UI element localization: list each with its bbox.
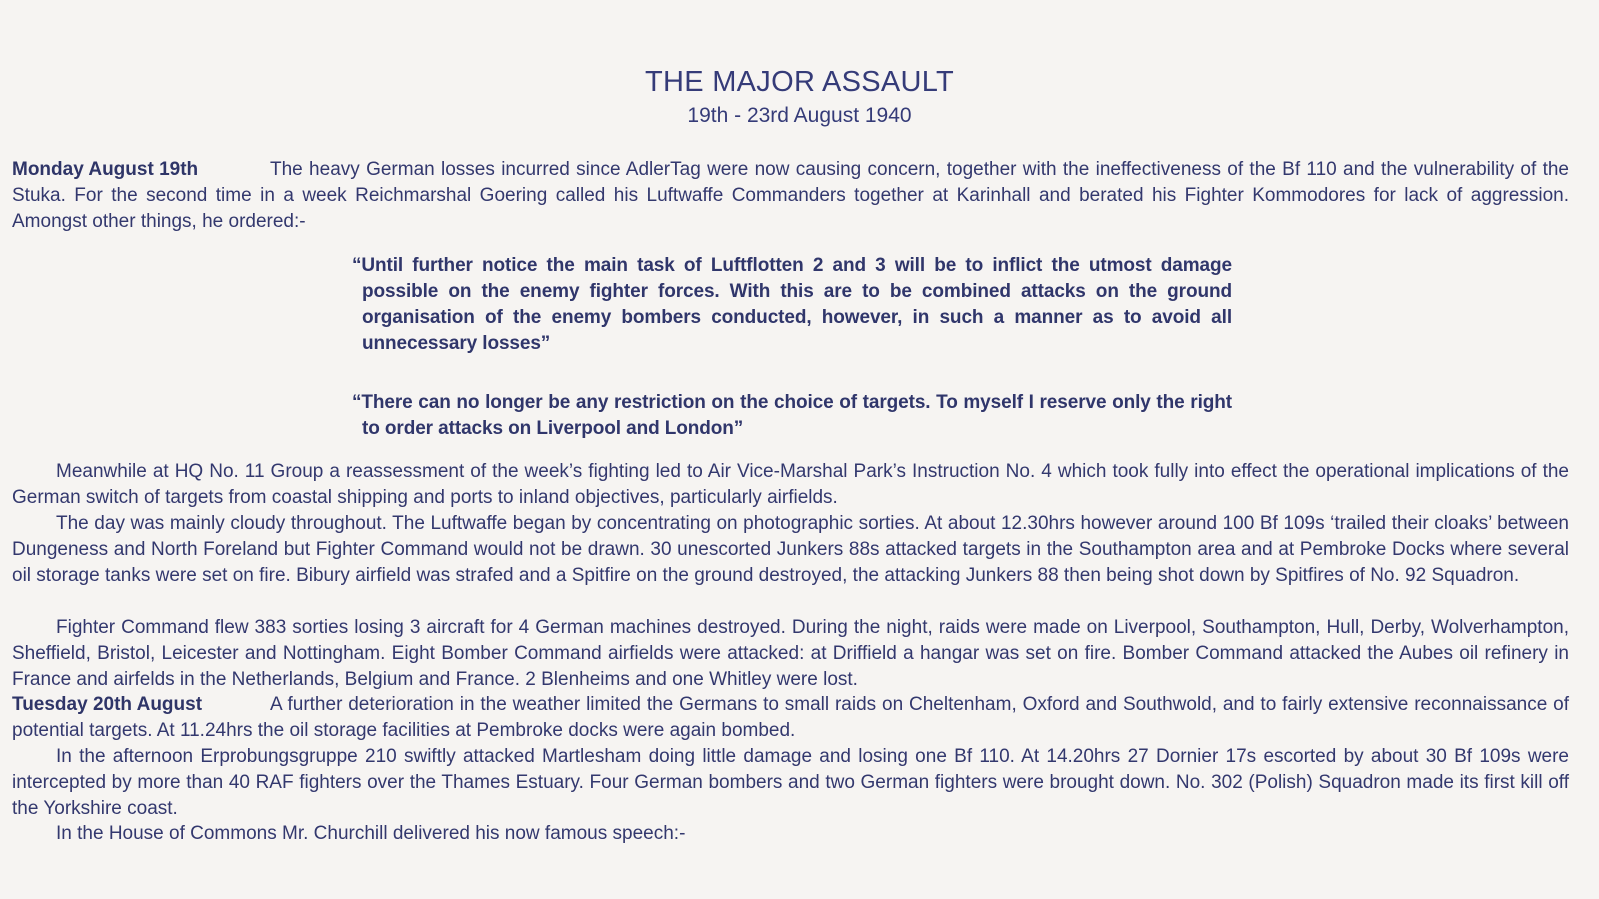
monday-intro-paragraph (12, 157, 1569, 235)
monday-paragraph-sorties: Fighter Command flew 383 sorties losing 3 aircraft for 4 German machines destroyed. During the night, raids were made on Liverpool, Southampton, Hull, Derby, Wolverhampton, Sheffield, Bristol, Leicester and Nottingham. Eight Bomber Command airfields were attacked: at Driffield a hangar was set on fire. Bomber Command attacked the Aubes oil refinery in France and airfelds in the Netherlands, Belgium and France. 2 Blenheims and one Whitley were lost. (12, 617, 1569, 690)
goering-quote-2: “There can no longer be any restriction on the choice of targets. To myself I reserve only the right to order attacks on Liverpool and London” (352, 392, 1232, 439)
page-title: THE MAJOR ASSAULT (644, 66, 955, 98)
tuesday-intro-paragraph (12, 692, 1569, 744)
page-subtitle: 19th - 23rd August 1940 (687, 104, 912, 127)
goering-quote-1: “Until further notice the main task of Luftflotten 2 and 3 will be to inflict the utmost damage possible on the enemy fighter forces. With this are to be combined attacks on the ground organisation of the enemy bombers conducted, however, in such a manner as to avoid all unnecessary losses” (352, 255, 1232, 354)
tuesday-paragraph-churchill: In the House of Commons Mr. Churchill delivered his now famous speech:- (56, 823, 686, 844)
monday-paragraph-hq11: Meanwhile at HQ No. 11 Group a reassessment of the week’s fighting led to Air Vice-Marshal Park’s Instruction No. 4 which took fully into effect the operational implications of the German switch of targets from coastal shipping and ports to inland objectives, particularly airfields. (12, 461, 1569, 508)
tuesday-intro-text: A further deterioration in the weather limited the Germans to small raids on Cheltenham, Oxford and Southwold, and to fairly extensive reconnaissance of potential targets. At 11.24hrs the oil storage facilities at Pembroke docks were again bombed. (12, 694, 1569, 741)
monday-intro-text: The heavy German losses incurred since AdlerTag were now causing concern, together with the ineffectiveness of the Bf 110 and the vulnerability of the Stuka. For the second time in a week Reichmarshal Goering called his Luftwaffe Commanders together at Karinhall and berated his Fighter Kommodores for lack of aggression. Amongst other things, he ordered:- (12, 159, 1569, 232)
monday-paragraph-weather: The day was mainly cloudy throughout. The Luftwaffe began by concentrating on photographic sorties. At about 12.30hrs however around 100 Bf 109s ‘trailed their cloaks’ between Dungeness and North Foreland but Fighter Command would not be drawn. 30 unescorted Junkers 88s attacked targets in the Southampton area and at Pembroke Docks where several oil storage tanks were set on fire. Bibury airfield was strafed and a Spitfire on the ground destroyed, the attacking Junkers 88 then being shot down by Spitfires of No. 92 Squadron. (12, 513, 1569, 586)
tuesday-paragraph-afternoon: In the afternoon Erprobungsgruppe 210 swiftly attacked Martlesham doing little damage and losing one Bf 110. At 14.20hrs 27 Dornier 17s escorted by about 30 Bf 109s were intercepted by more than 40 RAF fighters over the Thames Estuary. Four German bombers and two German fighters were brought down. No. 302 (Polish) Squadron made its first kill off the Yorkshire coast. (12, 746, 1569, 819)
day-heading-tuesday: Tuesday 20th August (12, 694, 203, 715)
day-heading-monday: Monday August 19th (12, 159, 199, 180)
